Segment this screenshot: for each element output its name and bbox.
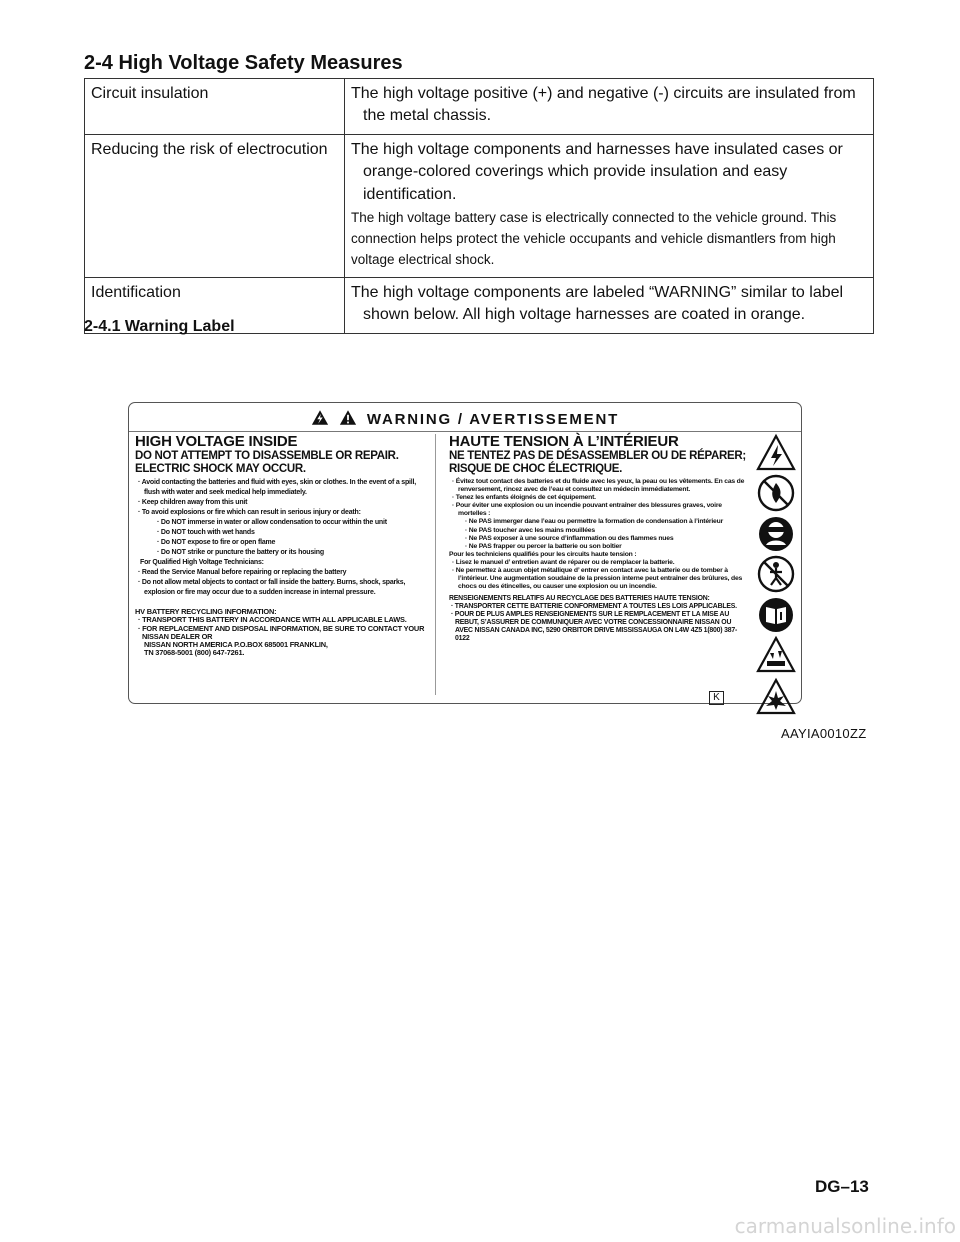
page-number: DG–13	[815, 1177, 869, 1196]
label-english-column	[135, 433, 431, 658]
label-french-column	[449, 433, 747, 643]
label-recycling-line: · POUR DE PLUS AMPLES RENSEIGNEMENTS SUR LE REMPLACEMENT ET LA MISE AU REBUT, S’ASSURER DE COMMUNIQUER AVEC VOTRE CONCESSIONNAIRE NISSAN OU AVEC NISSAN CANADA INC, 5290 ORBITOR DRIVE MISSISSAUGA ON L4W 4Z5 1(800) 387-0122	[451, 611, 738, 642]
label-header-rule	[129, 431, 801, 432]
label-sub-bullet: · Ne PAS immerger dane l’eau ou permettre la formation de condensation à l’intérieur	[465, 518, 724, 526]
label-sub-bullet: · Do NOT expose to fire or open flame	[157, 539, 276, 546]
label-recycling-line: · TRANSPORTER CETTE BATTERIE CONFORMEMENT A TOUTES LES LOIS APPLICABLES.	[451, 603, 737, 611]
label-header-text: WARNING / AVERTISSEMENT	[366, 411, 620, 428]
label-column-divider	[435, 434, 436, 695]
label-recycling-line: · TRANSPORT THIS BATTERY IN ACCORDANCE WITH ALL APPLICABLE LAWS.	[138, 615, 407, 625]
row-key: Identification	[85, 277, 345, 333]
label-subtitle-fr: NE TENTEZ PAS DE DÉSASSEMBLER OU DE RÉPARER; RISQUE DE CHOC ÉLECTRIQUE.	[449, 450, 746, 475]
eye-protection-icon	[756, 514, 796, 554]
label-technicians-heading: For Qualified High Voltage Technicians:	[140, 559, 264, 566]
label-sub-bullet: · Do NOT immerse in water or allow condensation to occur within the unit	[157, 519, 387, 526]
label-recycling-en	[135, 608, 431, 658]
row-key: Circuit insulation	[85, 79, 345, 135]
label-bullet: · Do not allow metal objects to contact or fall inside the battery. Burns, shock, sparks, explosion or fire may occur due to a sudden increase in internal pressure.	[138, 579, 406, 596]
label-sub-bullet: · Ne PAS toucher avec les mains mouillées	[465, 526, 595, 534]
row-value	[345, 79, 874, 135]
electric-shock-icon	[756, 433, 796, 473]
label-bullet: · Read the Service Manual before repairing or replacing the battery	[138, 569, 347, 576]
table-row	[85, 79, 874, 135]
row-key: Reducing the risk of electrocution	[85, 134, 345, 277]
corrosive-hazard-icon	[756, 635, 796, 675]
label-technicians-heading: Pour les techniciens qualifiés pour les circuits haute tension :	[449, 550, 637, 558]
label-header	[129, 409, 801, 431]
label-instructions-fr	[449, 478, 747, 591]
label-sub-bullet: · Ne PAS frapper ou percer la batterie ou son boîtier	[465, 542, 622, 550]
row-value-text: The high voltage components are labeled “WARNING” similar to label shown below. All high voltage harnesses are coated in orange.	[351, 283, 844, 324]
label-bullet: · Lisez le manuel d’ entretien avant de réparer ou de remplacer la batterie.	[452, 558, 675, 566]
section-title: 2-4 High Voltage Safety Measures	[84, 52, 403, 74]
label-sub-bullet: · Ne PAS exposer à une source d’inflammation ou des flammes nues	[465, 534, 674, 542]
no-fire-icon	[756, 473, 796, 513]
caution-warning-icon	[339, 409, 357, 426]
label-title-en: HIGH VOLTAGE INSIDE	[135, 433, 298, 450]
label-bullet: · Avoid contacting the batteries and fluid with eyes, skin or clothes. In the event of a spill, flush with water and seek medical help immediately.	[138, 479, 417, 496]
label-recycling-title: HV BATTERY RECYCLING INFORMATION:	[135, 607, 277, 616]
label-sub-bullet: · Do NOT strike or puncture the battery or its housing	[157, 549, 324, 556]
warning-label-image	[128, 402, 802, 704]
label-bullet: · Ne permettez à aucun objet métallique d’ entrer en contact avec la batterie ou de tomber à l’intérieur. Une augmentation soudaine de la pression interne peut entraîner des brûlures, des chocs ou des étincelles, ou causer une explosion ou un incendie.	[452, 567, 743, 591]
label-recycling-line: TN 37068-5001 (800) 647-7261.	[144, 648, 245, 658]
high-voltage-warning-icon	[311, 409, 329, 426]
explosion-hazard-icon	[756, 677, 796, 717]
row-value	[345, 277, 874, 333]
label-recycling-line: NISSAN NORTH AMERICA P.O.BOX 685001 FRANKLIN,	[144, 640, 328, 650]
label-recycling-title: RENSEIGNEMENTS RELATIFS AU RECYCLAGE DES BATTERIES HAUTE TENSION:	[449, 595, 710, 603]
label-bullet: · Évitez tout contact des batteries et du fluide avec les yeux, la peau ou les vêtements. En cas de renversement, rincez avec de l’eau et consultez un médecin immédiatement.	[452, 478, 745, 494]
label-sub-bullet: · Do NOT touch with wet hands	[157, 529, 255, 536]
label-k-mark: K	[709, 691, 724, 705]
label-instructions-en	[135, 478, 431, 598]
row-note: The high voltage battery case is electrically connected to the vehicle ground. This connection helps protect the vehicle occupants and vehicle dismantlers from high voltage electrical shock.	[351, 209, 837, 267]
label-recycling-fr	[449, 595, 747, 642]
label-bullet: · To avoid explosions or fire which can result in serious injury or death:	[138, 509, 361, 516]
row-value-text: The high voltage components and harnesses have insulated cases or orange-colored coverings which provide insulation and easy identification.	[351, 140, 843, 203]
label-bullet: · Keep children away from this unit	[138, 499, 248, 506]
figure-caption: AAYIA0010ZZ	[781, 726, 867, 741]
label-bullet: · Pour éviter une explosion ou un incendie pouvant entraîner des blessures graves, voire mortelles :	[452, 502, 722, 518]
label-bullet: · Tenez les enfants éloignés de cet équipement.	[452, 494, 596, 502]
safety-measures-table	[84, 78, 874, 334]
row-value-text: The high voltage positive (+) and negative (-) circuits are insulated from the metal chassis.	[351, 85, 856, 125]
label-title-fr: HAUTE TENSION À L’INTÉRIEUR	[449, 433, 679, 450]
row-value	[345, 134, 874, 277]
read-manual-icon	[756, 595, 796, 635]
table-row	[85, 134, 874, 277]
label-subtitle-en: DO NOT ATTEMPT TO DISASSEMBLE OR REPAIR. ELECTRIC SHOCK MAY OCCUR.	[135, 450, 399, 475]
keep-children-away-icon	[756, 554, 796, 594]
subsection-title: 2-4.1 Warning Label	[84, 318, 235, 335]
watermark: carmanualsonline.info	[734, 1214, 956, 1238]
label-recycling-line: · FOR REPLACEMENT AND DISPOSAL INFORMATION, BE SURE TO CONTACT YOUR NISSAN DEALER OR	[138, 623, 425, 641]
